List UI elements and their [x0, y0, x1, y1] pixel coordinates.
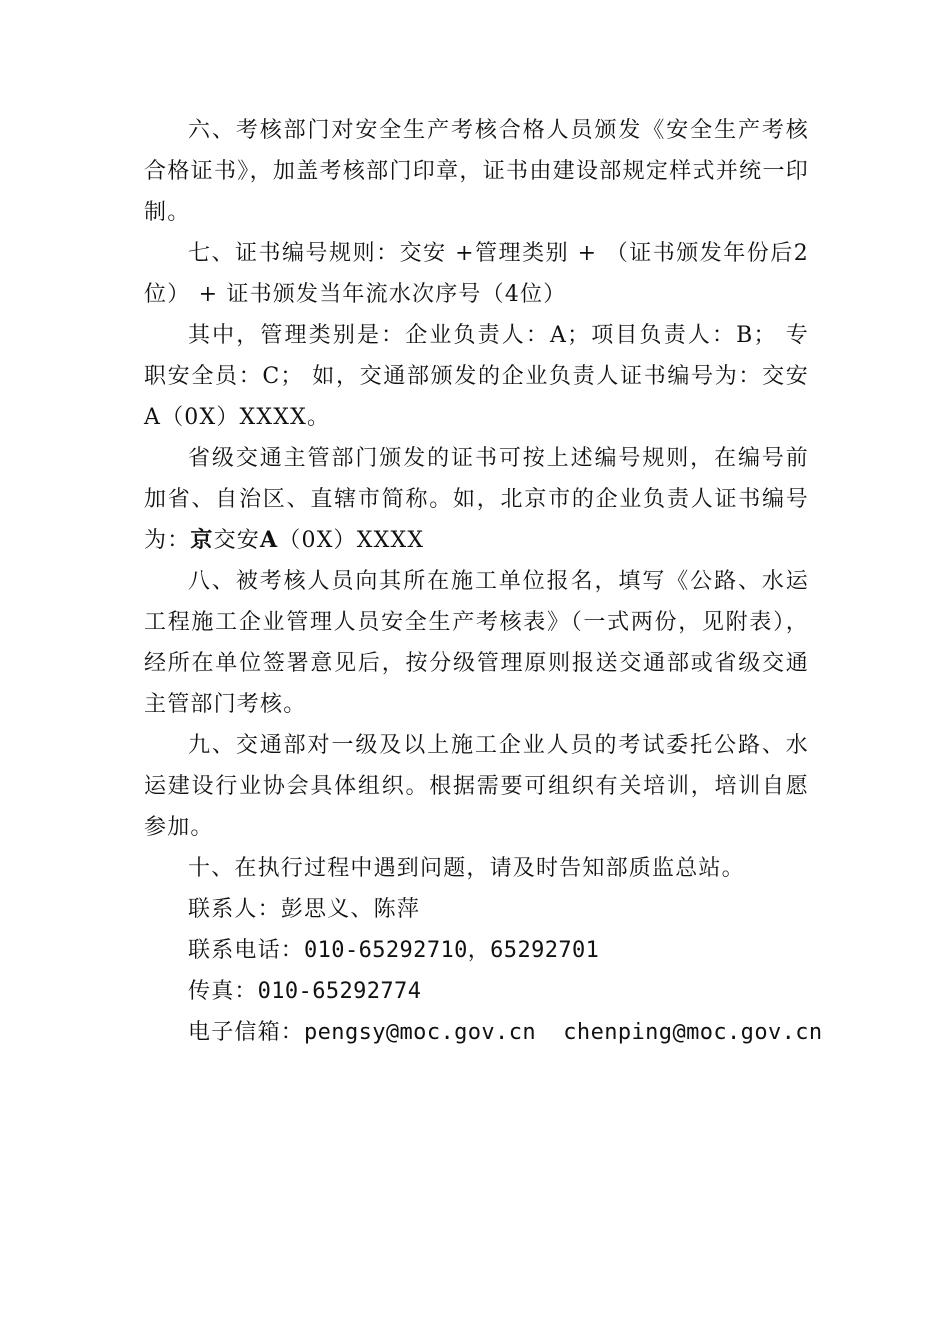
- contact-person-label: 联系人：: [188, 897, 281, 922]
- paragraph-exam-organization: 九、交通部对一级及以上施工企业人员的考试委托公路、水运建设行业协会具体组织。根据需要可组织有关培训，培训自愿参加。: [144, 733, 809, 840]
- contact-fax-line: [144, 971, 809, 1012]
- paragraph-numbering-rule: 七、证书编号规则：交安 +管理类别 + （证书颁发年份后2位） + 证书颁发当年流水次序号（4位）: [144, 241, 809, 307]
- province-code-mid: 交安: [213, 528, 261, 553]
- province-code-letter: A: [260, 527, 279, 553]
- contact-phone-value: 010-65292710，65292701: [304, 938, 600, 963]
- contact-email-value-2[interactable]: chenping@moc.gov.cn: [563, 1020, 823, 1045]
- contact-fax-value: 010-65292774: [257, 979, 422, 1004]
- contact-fax-label: 传真：: [188, 979, 258, 1004]
- contact-email-value-1[interactable]: pengsy@moc.gov.cn: [304, 1020, 536, 1045]
- province-code-rest: （0X）XXXX: [278, 528, 425, 553]
- provincial-numbering-text: 省级交通主管部门颁发的证书可按上述编号规则，在编号前加省、自治区、直辖市简称。如，北京市的企业负责人证书编号为：: [144, 446, 809, 553]
- paragraph-problem-reporting: 十、在执行过程中遇到问题，请及时告知部质监总站。: [188, 856, 745, 881]
- document-body: [144, 110, 823, 1053]
- contact-email-label: 电子信箱：: [188, 1020, 305, 1045]
- contact-person-line: [144, 889, 809, 930]
- paragraph-certificate-issuance: 六、考核部门对安全生产考核合格人员颁发《安全生产考核合格证书》，加盖考核部门印章，证书由建设部规定样式并统一印制。: [144, 118, 809, 225]
- province-abbreviation: 京: [190, 527, 214, 553]
- paragraph-registration: 八、被考核人员向其所在施工单位报名，填写《公路、水运工程施工企业管理人员安全生产考核表》（一式两份，见附表），经所在单位签署意见后，按分级管理原则报送交通部或省级交通主管部门考核。: [144, 569, 809, 717]
- paragraph-management-category: 其中，管理类别是：企业负责人：A；项目负责人：B； 专职安全员：C； 如，交通部颁发的企业负责人证书编号为：交安A（0X）XXXX。: [144, 323, 809, 430]
- contact-email-line: [144, 1012, 823, 1053]
- paragraph-provincial-numbering: [144, 438, 809, 561]
- contact-phone-line: [144, 930, 809, 971]
- contact-phone-label: 联系电话：: [188, 938, 305, 963]
- contact-person-value: 彭思义、陈萍: [280, 897, 421, 922]
